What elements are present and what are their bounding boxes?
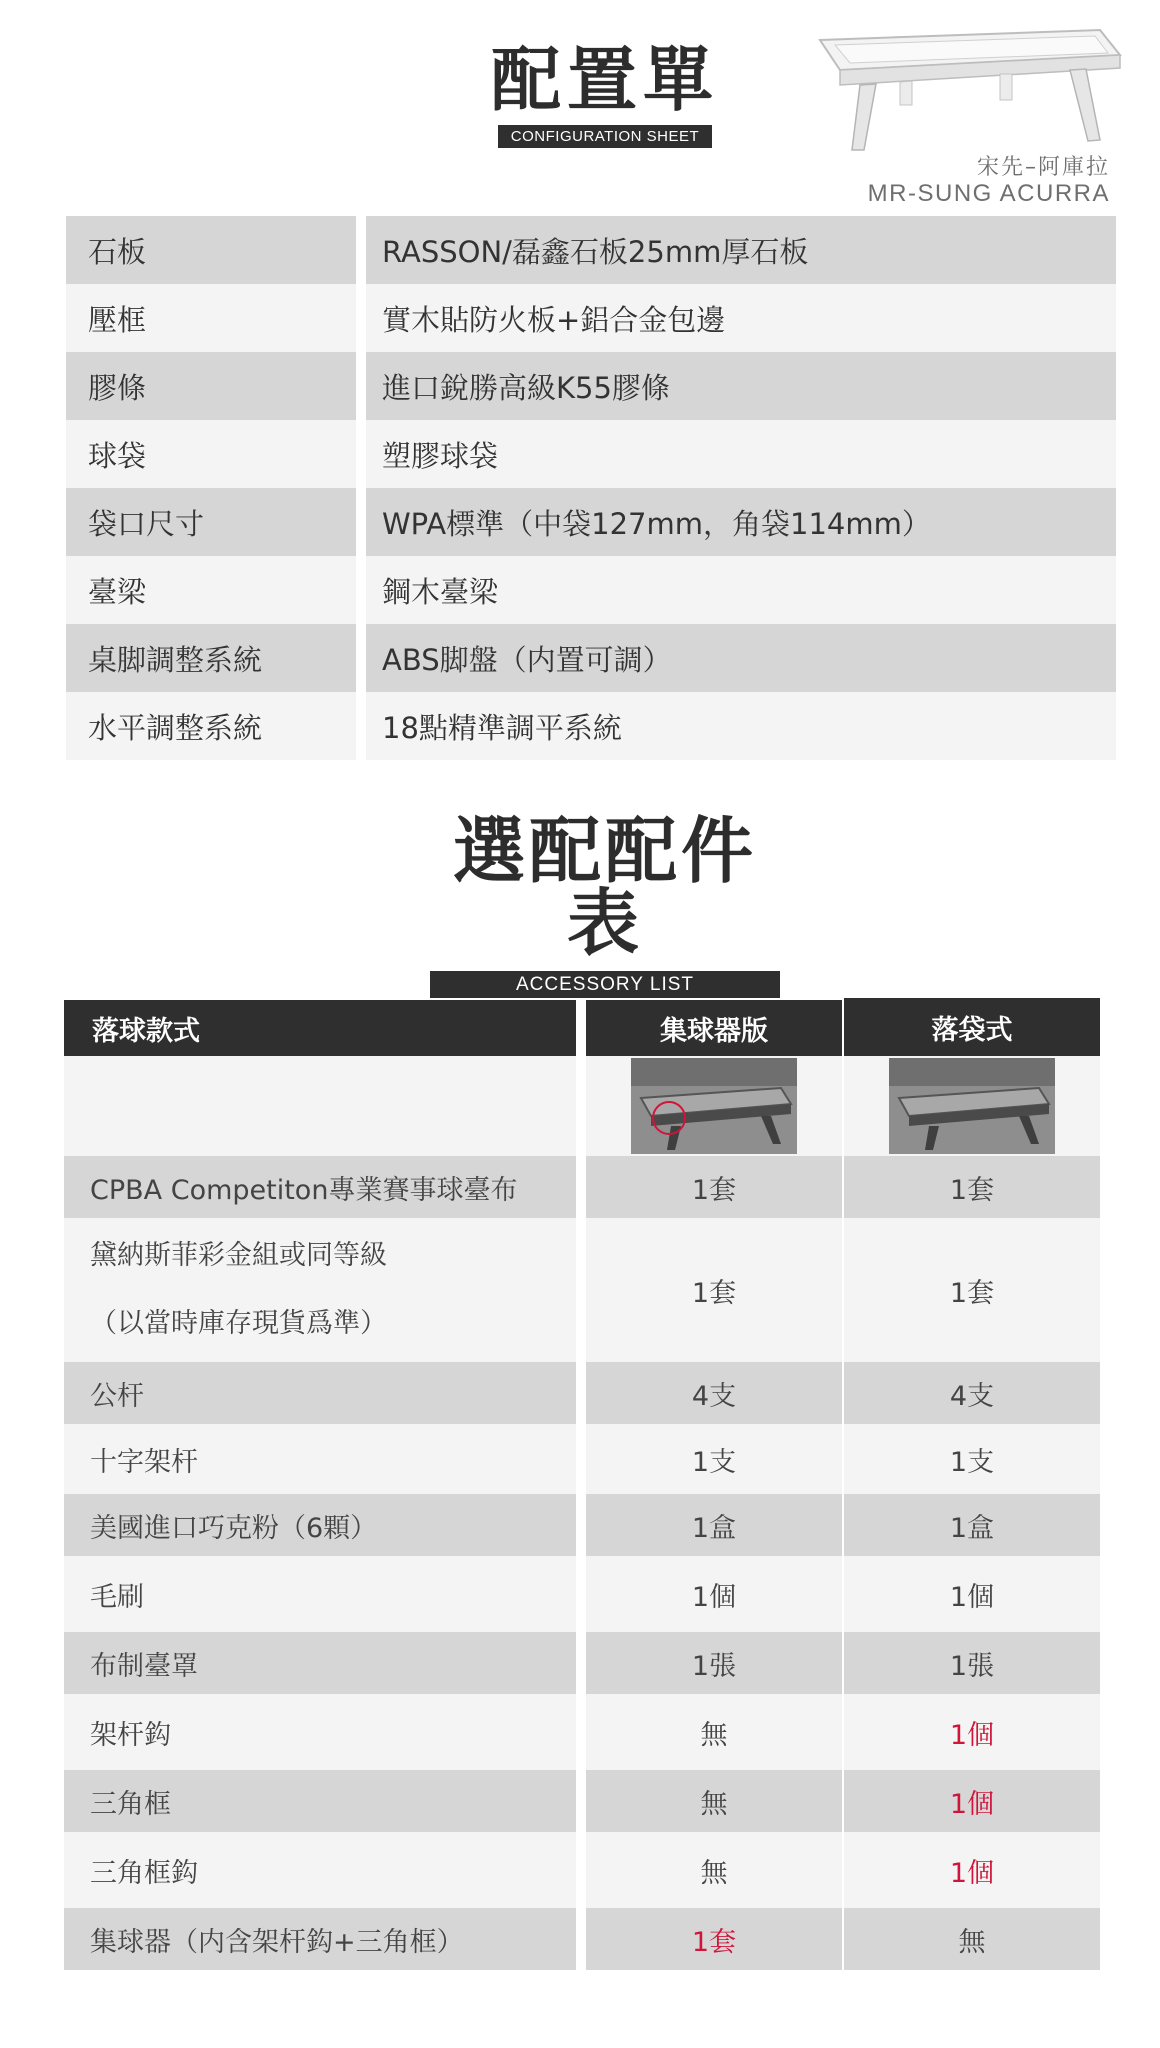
collector-qty: 1張: [586, 1632, 842, 1694]
accessory-title-block: [420, 809, 790, 998]
config-row: [66, 216, 1116, 284]
pocket-table-photo: [889, 1058, 1055, 1154]
header-style: 落球款式: [64, 1000, 576, 1056]
pocket-qty: 無: [844, 1908, 1100, 1970]
accessory-item-line2: （以當時庫存現貨爲準）: [90, 1308, 387, 1339]
collector-qty: 無: [586, 1694, 842, 1770]
configuration-title: 配置單: [491, 39, 719, 121]
config-label: 壓框: [66, 284, 356, 352]
accessory-item: 集球器（内含架杆鈎+三角框）: [64, 1908, 576, 1970]
accessory-row: [64, 1632, 1104, 1694]
image-row: [64, 1056, 1104, 1156]
accessory-row: [64, 1424, 1104, 1494]
config-value: 實木貼防火板+鋁合金包邊: [366, 284, 1116, 352]
accessory-item: 布制臺罩: [64, 1632, 576, 1694]
accessory-row: [64, 1218, 1104, 1362]
accessory-item-line1: 黛納斯菲彩金組或同等級: [90, 1240, 387, 1271]
config-row: [66, 692, 1116, 760]
config-value: ABS脚盤（内置可調）: [366, 624, 1116, 692]
config-row: [66, 488, 1116, 556]
collector-qty: 1套: [586, 1156, 842, 1218]
collector-qty: 無: [586, 1832, 842, 1908]
collector-qty: 1套: [586, 1908, 842, 1970]
brand-name-chinese: 宋先–阿庫拉: [976, 155, 1110, 180]
config-row: [66, 284, 1116, 352]
accessory-row: [64, 1770, 1104, 1832]
pocket-qty: 1個: [844, 1556, 1100, 1632]
header-collector-version: 集球器版: [586, 1000, 842, 1056]
accessory-row: [64, 1694, 1104, 1770]
accessory-row: [64, 1362, 1104, 1424]
config-value: 鋼木臺梁: [366, 556, 1116, 624]
config-label: 球袋: [66, 420, 356, 488]
header-pocket-version: 落袋式: [844, 998, 1100, 1056]
accessory-row: [64, 1908, 1104, 1970]
config-row: [66, 624, 1116, 692]
pocket-qty: 1盒: [844, 1494, 1100, 1556]
config-value: RASSON/磊鑫石板25mm厚石板: [366, 216, 1116, 284]
accessory-subtitle: ACCESSORY LIST: [430, 971, 780, 998]
collector-qty: 1盒: [586, 1494, 842, 1556]
collector-table-photo: [631, 1058, 797, 1154]
pocket-qty: 4支: [844, 1362, 1100, 1424]
accessory-row: [64, 1556, 1104, 1632]
configuration-subtitle: CONFIGURATION SHEET: [498, 125, 712, 148]
config-label: 桌脚調整系統: [66, 624, 356, 692]
accessory-item: 十字架杆: [64, 1424, 576, 1494]
accessory-title: 選配配件表: [452, 809, 757, 965]
collector-qty: 1個: [586, 1556, 842, 1632]
accessory-item: 三角框: [64, 1770, 576, 1832]
accessory-item: [64, 1218, 576, 1362]
accessory-row: [64, 1494, 1104, 1556]
accessory-item: 三角框鈎: [64, 1832, 576, 1908]
config-label: 石板: [66, 216, 356, 284]
configuration-table: [66, 216, 1116, 760]
accessory-item: 美國進口巧克粉（6顆）: [64, 1494, 576, 1556]
config-value: 進口銳勝高級K55膠條: [366, 352, 1116, 420]
collector-qty: 1套: [586, 1218, 842, 1362]
config-label: 袋口尺寸: [66, 488, 356, 556]
accessory-row: [64, 1832, 1104, 1908]
pocket-qty: 1個: [844, 1694, 1100, 1770]
config-row: [66, 352, 1116, 420]
config-label: 膠條: [66, 352, 356, 420]
config-label: 臺梁: [66, 556, 356, 624]
config-label: 水平調整系統: [66, 692, 356, 760]
pocket-qty: 1個: [844, 1832, 1100, 1908]
config-value: WPA標準（中袋127mm，角袋114mm）: [366, 488, 1116, 556]
pocket-qty: 1張: [844, 1632, 1100, 1694]
accessory-table: [64, 1000, 1104, 1970]
pocket-qty: 1套: [844, 1156, 1100, 1218]
accessory-row: [64, 1156, 1104, 1218]
collector-qty: 4支: [586, 1362, 842, 1424]
accessory-table-header: [64, 1000, 1104, 1056]
accessory-item: 毛刷: [64, 1556, 576, 1632]
accessory-item: 公杆: [64, 1362, 576, 1424]
collector-qty: 1支: [586, 1424, 842, 1494]
pocket-qty: 1套: [844, 1218, 1100, 1362]
config-row: [66, 556, 1116, 624]
pocket-qty: 1個: [844, 1770, 1100, 1832]
accessory-item: CPBA Competiton專業賽事球臺布: [64, 1156, 576, 1218]
brand-name-english: MR-SUNG ACURRA: [867, 180, 1110, 207]
accessory-item: 架杆鈎: [64, 1694, 576, 1770]
configuration-title-block: [480, 39, 730, 148]
collector-qty: 無: [586, 1770, 842, 1832]
pocket-qty: 1支: [844, 1424, 1100, 1494]
config-value: 塑膠球袋: [366, 420, 1116, 488]
config-row: [66, 420, 1116, 488]
config-value: 18點精準調平系統: [366, 692, 1116, 760]
